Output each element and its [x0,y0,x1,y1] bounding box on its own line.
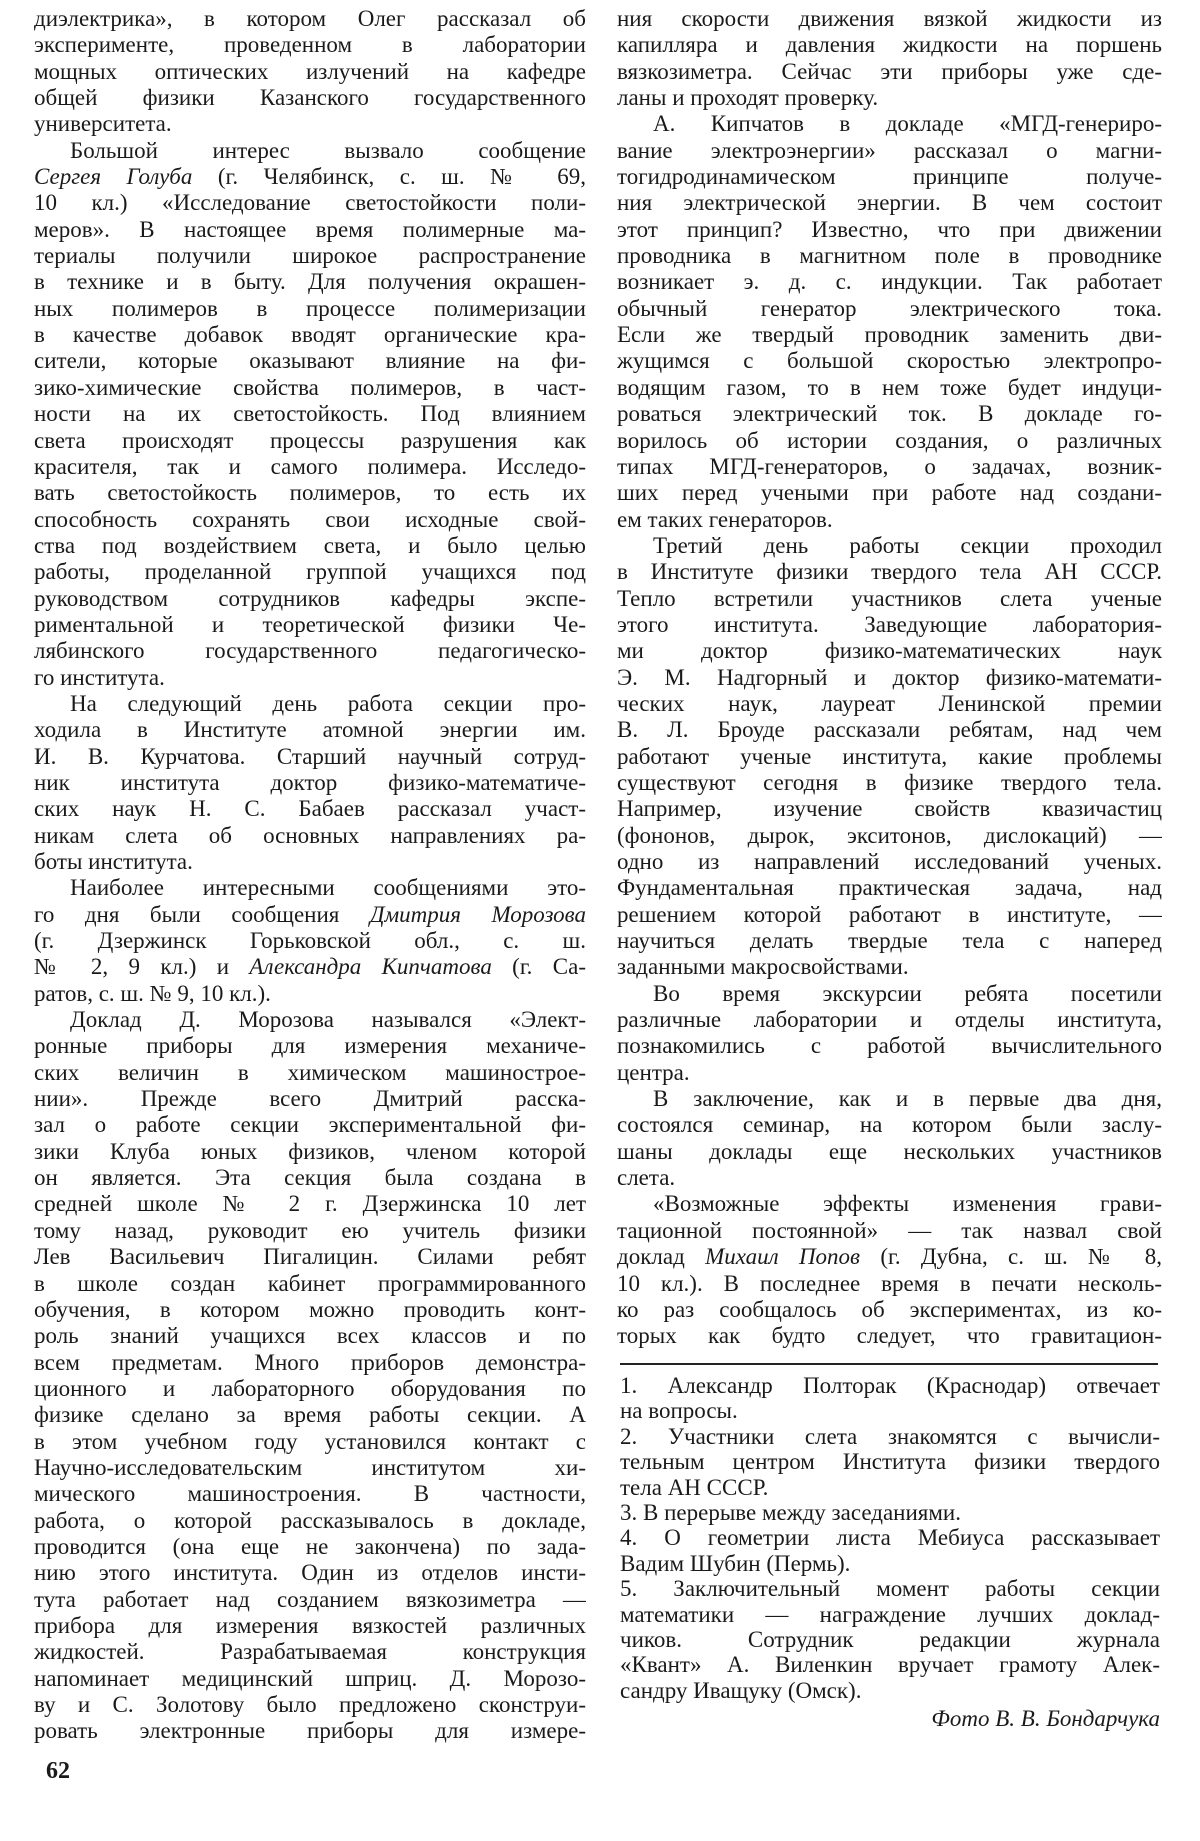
text-line: роль знаний учащихся всех классов и по [34,1323,586,1349]
text-line: ния скорости движения вязкой жидкости из [617,6,1162,31]
text-line: доклад Михаил Попов (г. Дубна, с. ш. № 8, [617,1244,1162,1270]
text-line: этого института. Заведующие лаборатория- [617,611,1162,637]
text-line: Если же твердый проводник заменить дви- [617,322,1162,348]
text-line: вать светостойкость полимеров, то есть их [34,480,586,506]
caption-line: 4. О геометрии листа Мебиуса рассказывает [620,1525,1160,1551]
text-line: (г. Дзержинск Горьковской обл., с. ш. [34,928,586,954]
text-line: познакомились с работой вычислительного [617,1033,1162,1059]
text-line: заданными макросвойствами. [617,954,909,980]
text-line: риментальной и теоретической физики Че- [34,611,586,637]
text-line: ства под воздействием света, и было целью [34,532,586,558]
text-line: № 2, 9 кл.) и Александра Кипчатова (г. Са- [34,954,586,980]
text-line: университета. [34,111,172,137]
text-line: состоялся семинар, на котором были заслу- [617,1112,1162,1138]
text-line: вязкозиметра. Сейчас эти приборы уже сде- [617,58,1162,84]
text-line: этот принцип? Известно, что при движении [617,216,1162,242]
text-line: он является. Эта секция была создана в [34,1165,586,1191]
caption-divider [620,1363,1158,1365]
text-line: Э. М. Надгорный и доктор физико-математи- [617,664,1162,690]
text-line: в школе создан кабинет программированного [34,1270,586,1296]
text-line: в технике и в быту. Для получения окрашен- [34,269,586,295]
text-line: проводится (она еще не закончена) по зада- [34,1533,586,1559]
text-line: Научно-исследовательским институтом хи- [34,1454,586,1480]
text-line: руководством сотрудников кафедры экспе- [34,585,586,611]
text-line: Лев Васильевич Пигалицин. Силами ребят [34,1244,586,1270]
caption-line: 1. Александр Полторак (Краснодар) отвечает [620,1373,1160,1398]
caption-line: математики — награждение лучших доклад- [620,1601,1160,1627]
text-line: одно из направлений исследований ученых. [617,849,1162,874]
text-line: способность сохранять свои исходные свой- [34,506,586,532]
text-line: тому назад, руководит ею учитель физики [34,1217,586,1243]
text-line: боты института. [34,849,193,874]
text-line: «Возможные эффекты изменения грави- [653,1191,1162,1217]
text-line: меров». В настоящее время полимерные ма- [34,216,586,242]
text-line: Тепло встретили участников слета ученые [617,585,1162,611]
text-line: ворилось об истории создания, о различных [617,427,1162,453]
text-line: В. Л. Броуде рассказали ребятам, над чем [617,717,1162,743]
page-number: 62 [46,1758,70,1784]
text-line: вание электроэнергии» рассказал о магни- [617,137,1162,163]
text-line: ских величин в химическом машинострое- [34,1059,586,1085]
caption-line: чиков. Сотрудник редакции журнала [620,1626,1160,1652]
text-line: тута работает над созданием вязкозиметра — [34,1586,586,1612]
text-line: зики Клуба юных физиков, членом которой [34,1138,586,1164]
text-line: света происходят процессы разрушения как [34,427,586,453]
caption-line: тельным центром Института физики твердого [620,1449,1160,1475]
text-line: ронные приборы для измерения механиче- [34,1033,586,1059]
text-line: торых как будто следует, что гравитацион- [617,1323,1162,1349]
text-line: ных полимеров в процессе полимеризации [34,295,586,321]
text-line: И. В. Курчатова. Старший научный сотруд- [34,743,586,769]
text-line: слета. [617,1165,676,1191]
text-line: проводника в магнитном поле в проводнике [617,243,1162,269]
caption-line: сандру Иващуку (Омск). [620,1677,862,1703]
text-line: обычный генератор электрического тока. [617,295,1162,321]
text-line: существуют сегодня в физике твердого тела. [617,769,1162,795]
text-line: ву и С. Золотову было предложено сконструи- [34,1692,586,1717]
text-line: Фундаментальная практическая задача, над [617,875,1162,901]
text-line: (фононов, дырок, экситонов, дислокаций) — [617,822,1162,848]
text-line: типах МГД-генераторов, о задачах, возник- [617,453,1162,479]
text-line: центра. [617,1059,690,1085]
text-line: красителя, так и самого полимера. Исследо- [34,453,586,479]
text-line: работа, о которой рассказывалось в докладе, [34,1507,586,1533]
text-line: ских наук Н. С. Бабаев рассказал участ- [34,796,586,822]
text-line: ших перед учеными при работе над создани- [617,480,1162,506]
text-line: тогидродинамическом принципе получе- [617,164,1162,190]
text-line: ем таких генераторов. [617,506,833,532]
text-line: нии». Прежде всего Дмитрий расска- [34,1086,586,1112]
text-line: средней школе № 2 г. Дзержинска 10 лет [34,1191,586,1217]
text-line: Третий день работы секции проходил [653,532,1162,558]
text-line: диэлектрика», в котором Олег рассказал об [34,6,586,31]
text-line: прибора для измерения вязкостей различных [34,1612,586,1638]
text-line: эксперименте, проведенном в лаборатории [34,32,586,58]
text-line: Доклад Д. Морозова назывался «Элект- [70,1007,586,1033]
text-line: физике сделано за время работы секции. А [34,1402,586,1428]
text-line: лябинского государственного педагогическо- [34,638,586,664]
text-line: общей физики Казанского государственного [34,85,586,111]
text-line: На следующий день работа секции про- [70,690,586,716]
caption-line: 3. В перерыве между заседаниями. [620,1499,961,1525]
text-line: Во время экскурсии ребята посетили [653,980,1162,1006]
text-line: сители, которые оказывают влияние на фи- [34,348,586,374]
text-line: никам слета об основных направлениях ра- [34,822,586,848]
caption-line: «Квант» А. Виленкин вручает грамоту Алек- [620,1652,1160,1678]
text-line: ровать электронные приборы для измере- [34,1718,586,1744]
text-line: всем предметам. Много приборов демонстра- [34,1349,586,1375]
text-line: го дня были сообщения Дмитрия Морозова [34,901,586,927]
text-line: работают ученые института, какие проблемы [617,743,1162,769]
italic-name: Александра Кипчатова [249,954,492,980]
text-line: териалы получили широкое распространение [34,243,586,269]
text-line: В заключение, как и в первые два дня, [653,1086,1162,1112]
text-line: зал о работе секции экспериментальной фи- [34,1112,586,1138]
text-line: капилляра и давления жидкости на поршень [617,32,1162,58]
caption-line: тела АН СССР. [620,1474,769,1500]
text-line: ланы и проходят проверку. [617,85,879,111]
text-line: Большой интерес вызвало сообщение [70,137,586,163]
text-line: зико-химические свойства полимеров, в част- [34,374,586,400]
text-line: шаны доклады еще нескольких участников [617,1138,1162,1164]
text-line: 10 кл.) «Исследование светостойкости поли- [34,190,586,216]
text-line: 10 кл.). В последнее время в печати несколь- [617,1270,1162,1296]
italic-name: Сергея Голуба [34,164,193,190]
article-column-right [617,6,1162,1350]
caption-line: Вадим Шубин (Пермь). [620,1550,851,1576]
text-line: напоминает медицинский шприц. Д. Морозо- [34,1665,586,1691]
text-line: тационной постоянной» — так назвал свой [617,1217,1162,1243]
caption-line: 2. Участники слета знакомятся с вычисли- [620,1423,1160,1449]
text-line: роваться электрический ток. В докладе го- [617,401,1162,427]
text-line: мощных оптических излучений на кафедре [34,58,586,84]
caption-line: 5. Заключительный момент работы секции [620,1576,1160,1602]
text-line: ко раз сообщалось об экспериментах, из ко- [617,1296,1162,1322]
text-line: решением которой работают в институте, — [617,901,1162,927]
text-line: ности на их светостойкость. Под влиянием [34,401,586,427]
italic-name: Михаил Попов [705,1244,861,1270]
italic-name: Дмитрия Морозова [369,901,586,927]
text-line: ходила в Институте атомной энергии им. [34,717,586,743]
text-line: в качестве добавок вводят органические кра- [34,322,586,348]
article-column-left [34,6,586,1745]
text-line: ми доктор физико-математических наук [617,638,1162,664]
text-line: возникает э. д. с. индукции. Так работает [617,269,1162,295]
text-line: Наиболее интересными сообщениями это- [70,875,586,901]
text-line: жидкостей. Разрабатываемая конструкция [34,1639,586,1665]
photo-credit: Фото В. В. Бондарчука [931,1706,1160,1731]
text-line: обучения, в котором можно проводить конт- [34,1296,586,1322]
text-line: ционного и лабораторного оборудования по [34,1375,586,1401]
text-line: го института. [34,664,165,690]
text-line: в Институте физики твердого тела АН СССР. [617,559,1162,585]
text-line: мического машиностроения. В частности, [34,1481,586,1507]
text-line: Например, изучение свойств квазичастиц [617,796,1162,822]
text-line: работы, проделанной группой учащихся под [34,559,586,585]
text-line: Сергея Голуба (г. Челябинск, с. ш. № 69, [34,164,586,190]
caption-line: на вопросы. [620,1398,738,1424]
text-line: ния электрической энергии. В чем состоит [617,190,1162,216]
text-line: научиться делать твердые тела с наперед [617,928,1162,954]
text-line: ник института доктор физико-математиче- [34,769,586,795]
text-line: ратов, с. ш. № 9, 10 кл.). [34,980,271,1006]
text-line: жущимся с большой скоростью электропро- [617,348,1162,374]
text-line: нию этого института. Один из отделов инсти- [34,1560,586,1586]
text-line: в этом учебном году установился контакт с [34,1428,586,1454]
photo-captions [620,1373,1160,1703]
text-line: ческих наук, лауреат Ленинской премии [617,690,1162,716]
text-line: А. Кипчатов в докладе «МГД-генериро- [653,111,1162,137]
text-line: различные лаборатории и отделы института, [617,1007,1162,1033]
text-line: водящим газом, то в нем тоже будет индуци- [617,374,1162,400]
